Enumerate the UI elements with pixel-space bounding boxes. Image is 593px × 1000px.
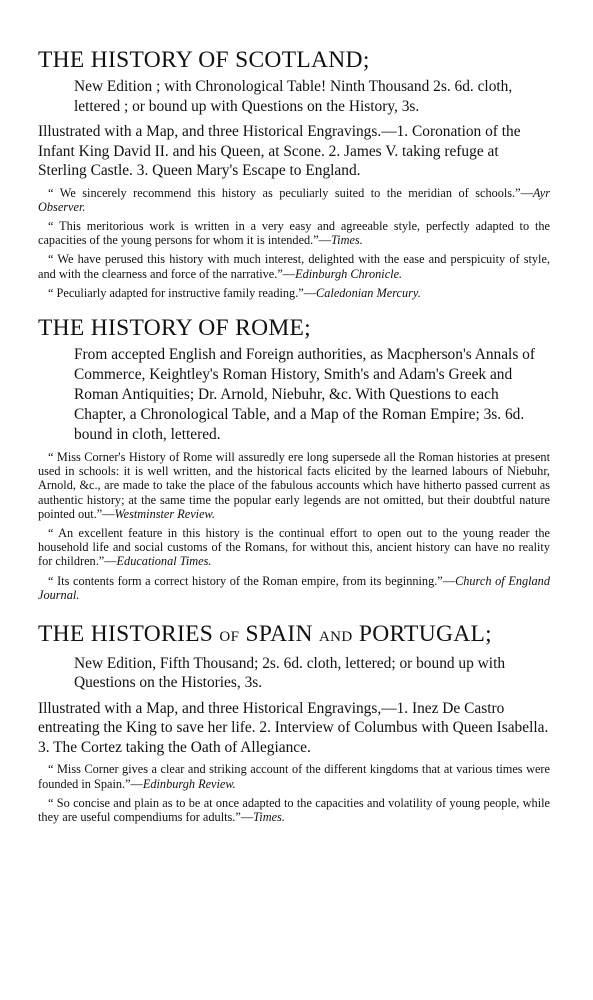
quote-source: Caledonian Mercury. xyxy=(316,285,421,300)
review-quote: “ Its contents form a correct history of the Roman empire, from its beginning.”—Church of England Journal. xyxy=(38,573,550,602)
quote-source: Educational Times. xyxy=(116,554,212,569)
review-quote: “ Miss Corner's History of Rome will assuredly ere long supersede all the Roman histories at present used in schools: it is well written, and the historical facts elicited by the learned labours of Niebuhr, Arnold, &c., are made to take the place of the fabulous accounts which have hitherto passed current as authentic history; at the same time the popular early legends are not omitted, but their doubtful nature pointed out.”—Westminster Review. xyxy=(38,449,550,521)
illustrations-description: Illustrated with a Map, and three Historical Engravings.—1. Coronation of the Infant King David II. and his Queen, at Scone. 2. James V. taking refuge at Sterling Castle. 3. Queen Mary's Escape to England. xyxy=(38,123,521,179)
quote-source: Ayr Observer. xyxy=(38,185,550,214)
review-quote: “ This meritorious work is written in a very easy and agreeable style, perfectly adapted to the capacities of the young persons for whom it is intended.”—Times. xyxy=(38,218,550,248)
quote-source: Times. xyxy=(331,233,363,248)
review-quote: “ So concise and plain as to be at once adapted to the capacities and volatility of young people, while they are useful compendiums for adults.”—Times. xyxy=(38,795,550,825)
sources-and-edition-info: From accepted English and Foreign authorities, as Macpherson's Annals of Commerce, Keightley's Roman History, Smith's and Adam's Greek and Roman Antiquities; Dr. Arnold, Niebuhr, &c. With Questions to each Chapter, a Chronological Table, and a Map of the Roman Empire; 3s. 6d. bound in cloth, lettered. xyxy=(74,345,535,443)
advertisement-page xyxy=(38,46,550,829)
section-history-of-scotland xyxy=(38,46,550,300)
edition-info: New Edition, Fifth Thousand; 2s. 6d. cloth, lettered; or bound up with Questions on the Histories, 3s. xyxy=(74,654,506,692)
review-quote: “ An excellent feature in this history is the continual effort to open out to the young reader the household life and social customs of the Romans, for without this, ancient history can have no reality for children.”—Educational Times. xyxy=(38,525,550,569)
review-quote: “ We sincerely recommend this history as peculiarly suited to the meridian of schools.”—Ayr Observer. xyxy=(38,185,550,214)
quote-source: Edinburgh Chronicle. xyxy=(295,266,403,281)
section-title: THE HISTORY OF SCOTLAND; xyxy=(38,47,370,73)
edition-info: New Edition ; with Chronological Table! Ninth Thousand 2s. 6d. cloth, lettered ; or bound up with Questions on the History, 3s. xyxy=(74,78,513,115)
quote-source: Edinburgh Review. xyxy=(142,776,236,791)
review-quote: “ Peculiarly adapted for instructive family reading.”—Caledonian Mercury. xyxy=(48,285,421,300)
section-history-of-rome xyxy=(38,314,550,602)
quote-source: Times. xyxy=(253,810,285,825)
review-quote: “ We have perused this history with much interest, delighted with the ease and perspicuity of style, and with the clearness and force of the narrative.”—Edinburgh Chronicle. xyxy=(38,252,550,281)
quote-source: Westminster Review. xyxy=(114,506,215,521)
section-histories-of-spain-and-portugal xyxy=(38,620,550,824)
section-title: THE HISTORIES OF SPAIN AND PORTUGAL; xyxy=(38,620,492,647)
quote-source: Church of England Journal. xyxy=(38,573,550,602)
illustrations-description: Illustrated with a Map, and three Historical Engravings,—1. Inez De Castro entreating the King to save her life. 2. Interview of Columbus with Queen Isabella. 3. The Cortez taking the Oath of Allegiance. xyxy=(38,699,549,756)
review-quote: “ Miss Corner gives a clear and striking account of the different kingdoms that at various times were founded in Spain.”—Edinburgh Review. xyxy=(38,762,550,791)
section-title: THE HISTORY OF ROME; xyxy=(38,314,312,341)
